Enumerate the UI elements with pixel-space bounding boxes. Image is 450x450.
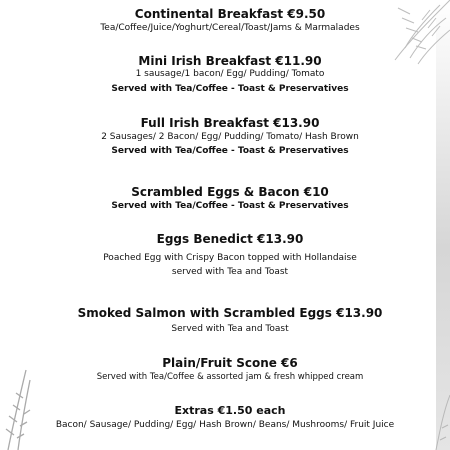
- full-irish-desc: 2 Sausages/ 2 Bacon/ Egg/ Pudding/ Tomato/ Hash Brown: [101, 132, 359, 142]
- scrambled-bacon-note: Served with Tea/Coffee - Toast & Preservatives: [111, 201, 349, 211]
- mini-irish-note: Served with Tea/Coffee - Toast & Preservatives: [111, 84, 349, 94]
- scrambled-bacon-title: Scrambled Eggs & Bacon €10: [131, 185, 329, 199]
- salmon-title: Smoked Salmon with Scrambled Eggs €13.90: [77, 306, 383, 320]
- full-irish-title: Full Irish Breakfast €13.90: [140, 116, 320, 130]
- scone-title: Plain/Fruit Scone €6: [162, 356, 298, 370]
- extras-title: Extras €1.50 each: [174, 404, 286, 417]
- benedict-title: Eggs Benedict €13.90: [156, 232, 304, 246]
- full-irish-note: Served with Tea/Coffee - Toast & Preservatives: [111, 146, 349, 156]
- mini-irish-title: Mini Irish Breakfast €11.90: [138, 54, 322, 68]
- continental-title: Continental Breakfast €9.50: [134, 7, 326, 21]
- benedict-desc-line1: Poached Egg with Crispy Bacon topped with Hollandaise: [103, 253, 357, 263]
- continental-desc: Tea/Coffee/Juice/Yoghurt/Cereal/Toast/Jams & Marmalades: [100, 23, 360, 33]
- scone-desc: Served with Tea/Coffee & assorted jam & fresh whipped cream: [96, 372, 364, 382]
- benedict-desc-line2: served with Tea and Toast: [171, 267, 289, 277]
- mini-irish-desc: 1 sausage/1 bacon/ Egg/ Pudding/ Tomato: [135, 69, 325, 79]
- extras-desc: Bacon/ Sausage/ Pudding/ Egg/ Hash Brown/ Beans/ Mushrooms/ Fruit Juice: [55, 420, 395, 430]
- salmon-desc: Served with Tea and Toast: [171, 324, 289, 334]
